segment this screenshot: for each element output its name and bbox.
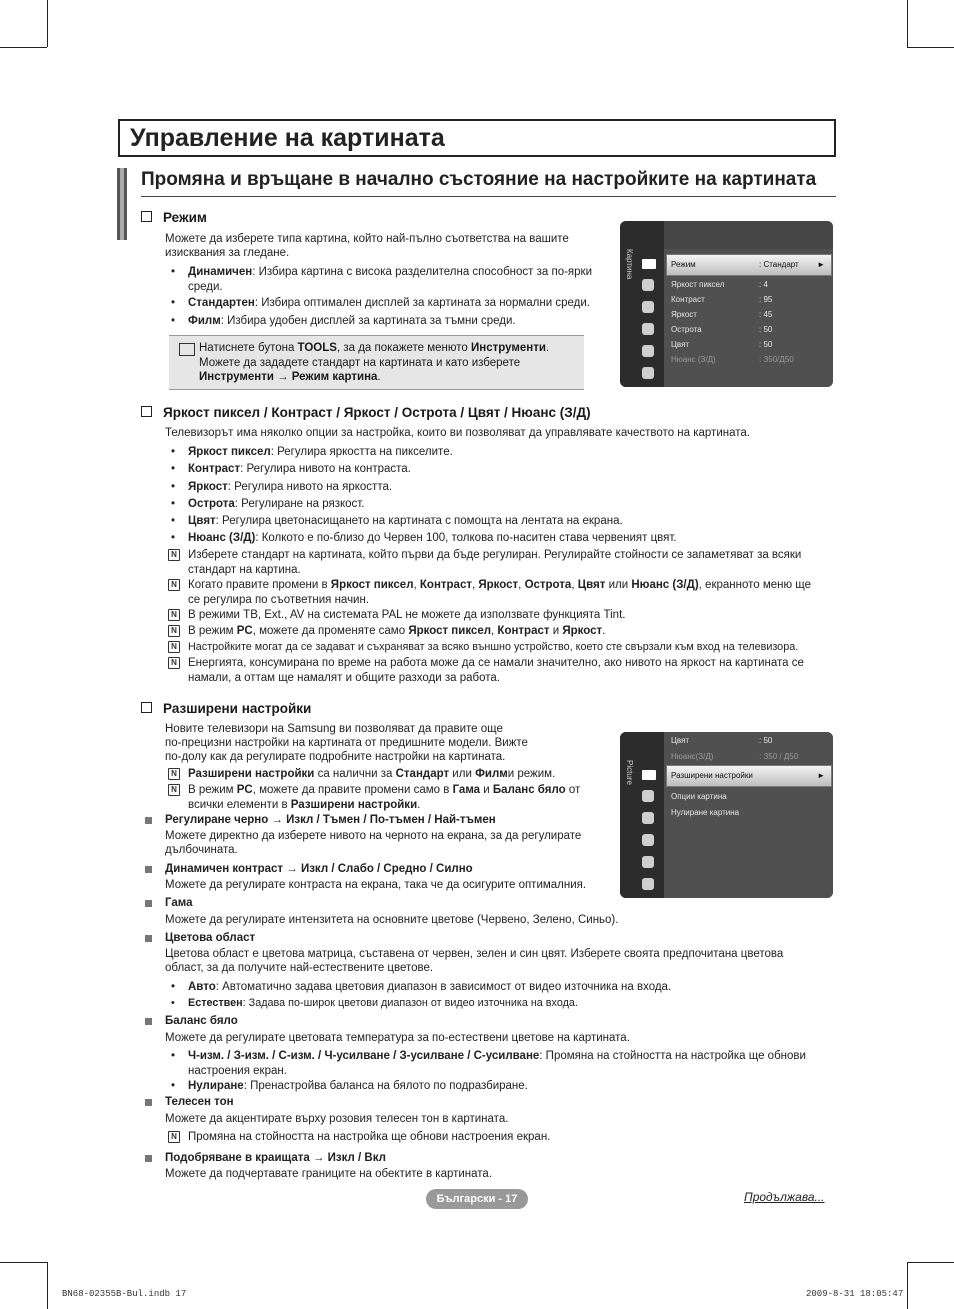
item-desc: Можете да акцентирате върху розовия телесен тон в картината. [165,1113,509,1125]
brightness-bullet: • Цвят: Регулира цветонасищането на картината с помощта на лентата на екрана. [188,514,623,529]
crop-mark [907,47,954,48]
menu-icons [638,770,658,898]
note-icon: N [168,657,180,669]
input-icon[interactable] [642,345,654,357]
continue-link[interactable]: Продължава... [744,1190,825,1204]
note-icon: N [168,1131,180,1143]
menu-row[interactable]: Нулиране картина [671,808,740,817]
item-desc: Можете да регулирате цветовата температура за по-естествени цветове на картината. [165,1032,630,1044]
menu-row[interactable]: Цвят : 50 [671,340,773,349]
crop-mark [907,0,908,47]
brightness-heading: Яркост пиксел / Контраст / Яркост / Острота / Цвят / Нюанс (З/Д) [141,404,591,422]
menu-row[interactable]: Цвят : 50 [671,736,773,745]
note-icon: N [168,625,180,637]
brightness-bullet: • Контраст: Регулира нивото на контраста. [188,462,411,477]
note-icon: N [168,579,180,591]
picture-icon[interactable] [642,770,656,780]
menu-row[interactable]: Нюанс(З/Д) : З50 / Д50 [671,752,799,761]
menu-topbar [664,221,833,249]
menu-row[interactable]: Опции картина [671,792,727,801]
wb-bullet: • Нулиране: Пренастройва баланса на бялото по подразбиране. [188,1079,528,1094]
note-icon: N [168,549,180,561]
item-desc: Можете директно да изберете нивото на черното на екрана, за да регулирате [165,830,582,842]
note: N В режими ТВ, Ext., AV на системата PAL не можете да използвате функцията Tint. [188,608,625,623]
tv-menu-advanced [620,732,833,898]
tv-menu-picture [620,221,833,387]
mode-desc-1: Можете да изберете типа картина, който най-пълно съответства на вашите [165,233,569,245]
application-icon[interactable] [642,878,654,890]
brightness-bullet: • Нюанс (З/Д): Колкото е по-близо до Червен 100, толкова по-наситен става червеният цвят. [188,531,677,546]
section-divider [141,196,836,197]
picture-icon[interactable] [642,259,656,269]
note-icon: N [168,609,180,621]
crop-mark [47,1262,48,1309]
note-icon: N [168,641,180,653]
setup-icon[interactable] [642,834,654,846]
item-gamma: Гама [165,897,193,909]
channel-icon[interactable] [642,301,654,313]
item-desc: Можете да регулирате интензитета на основните цветове (Червено, Зелено, Синьо). [165,914,619,926]
item-desc: Цветова област е цветова матрица, съставена от червен, зелен и син цвят. Изберете своята предпочитана цветова [165,948,784,960]
item-desc: област, за да получите най-естествените цветове. [165,962,434,974]
menu-side-label: Картина [625,249,634,280]
channel-icon[interactable] [642,812,654,824]
mode-bullet: • Филм: Избира удобен дисплей за картината за тъмни среди. [188,314,516,329]
menu-icons [638,259,658,387]
sound-icon[interactable] [642,279,654,291]
brightness-bullet: • Острота: Регулиране на рязкост. [188,497,364,512]
input-icon[interactable] [642,856,654,868]
item-desc: Можете да подчертавате границите на обектите в картината. [165,1168,493,1180]
brightness-desc: Телевизорът има няколко опции за настройка, които ви позволяват да управлявате качеството на картината. [165,427,750,439]
brightness-bullet: • Яркост пиксел: Регулира яркостта на пикселите. [188,445,453,460]
menu-side-label: Picture [625,760,634,785]
color-bullet: • Авто: Автоматично задава цветовия диапазон в зависимост от видео източника на входа. [188,980,671,995]
tools-tip-text: Натиснете бутона TOOLS, за да покажете менюто Инструменти. Можете да зададете стандарт на картината и като изберете Инструменти → Режим картина. [199,342,550,383]
item-desc: Можете да регулирате контраста на екрана, така че да осигурите оптималния. [165,879,587,891]
arrow-right-icon: ► [817,260,825,269]
mode-desc-2: изисквания за гледане. [165,247,290,259]
advanced-heading: Разширени настройки [141,700,311,718]
item-edge-enhancement: Подобряване в краищата → Изкл / Вкл [165,1152,386,1164]
crop-mark [0,1262,47,1263]
checkbox-icon [141,702,152,713]
color-bullet: • Естествен: Задава по-широк цветови диапазон от видео източника на входа. [188,996,578,1011]
page-title: Управление на картината [130,124,445,152]
advanced-desc: по-прецизни настройки на картината от предишните модели. Вижте [165,737,528,749]
application-icon[interactable] [642,367,654,379]
brightness-bullet: • Яркост: Регулира нивото на яркостта. [188,480,392,495]
tools-tip-box [169,335,584,390]
crop-mark [907,1262,908,1309]
note: N Енергията, консумирана по време на работа може да се намали значително, ако нивото на яркост на картината се намали, а оттам ще намалят и общите разходи за работа. [188,656,833,685]
mode-bullet: • Стандартен: Избира оптимален дисплей за картината за нормални среди. [188,296,590,311]
section-bar-inner [120,168,124,240]
arrow-right-icon: ► [817,771,825,780]
item-color-space: Цветова област [165,932,256,944]
crop-mark [0,47,47,48]
menu-row[interactable]: Острота : 50 [671,325,773,334]
item-white-balance: Баланс бяло [165,1015,238,1027]
mode-bullet: • Динамичен: Избира картина с висока разделителна способност за по-ярки среди. [188,265,608,294]
note: N Изберете стандарт на картината, който първи да бъде регулиран. Регулирайте стойности се запаметяват за всяки стандарт на картина. [188,548,833,577]
page-title-box [118,119,836,157]
menu-highlight-mode[interactable]: Режим : Стандарт ► [666,254,832,276]
note-icon: N [168,768,180,780]
note: N В режим PC, можете да променяте само Яркост пиксел, Контраст и Яркост. [188,624,605,639]
mode-heading: Режим [141,209,207,227]
advanced-desc: по-долу как да регулирате подробните настройки на картината. [165,751,506,763]
crop-mark [907,1262,954,1263]
note: N Разширени настройки са налични за Стандарт или Филми режим. [188,767,555,782]
section-title: Промяна и връщане в начално състояние на настройките на картината [141,169,817,190]
menu-row[interactable]: Нюанс (З/Д) : З50/Д50 [671,355,794,364]
footer-file: BN68-02355B-Bul.indb 17 [62,1289,187,1299]
item-dynamic-contrast: Динамичен контраст → Изкл / Слабо / Средно / Силно [165,863,473,875]
item-skin-tone: Телесен тон [165,1096,234,1108]
wb-bullet: • Ч-изм. / З-изм. / С-изм. / Ч-усилване / З-усилване / С-усилване: Промяна на стойността на настройка ще обнови настроения екран. [188,1049,833,1078]
footer-date: 2009-8-31 18:05:47 [806,1289,904,1299]
menu-row[interactable]: Яркост пиксел : 4 [671,280,768,289]
crop-mark [47,0,48,47]
item-black-adjust: Регулиране черно → Изкл / Тъмен / По-тъмен / Най-тъмен [165,814,496,826]
note: N Когато правите промени в Яркост пиксел, Контраст, Яркост, Острота, Цвят или Нюанс (З/Д), екранното меню ще се регулира по съответния начин. [188,578,833,607]
menu-row[interactable]: Яркост : 45 [671,310,773,319]
item-desc: дълбочината. [165,844,238,856]
note-icon: N [168,784,180,796]
setup-icon[interactable] [642,323,654,335]
note: N В режим PC, можете да правите промени само в Гама и Баланс бяло от всички елементи в Разширени настройки. [188,783,608,812]
note: N Промяна на стойността на настройка ще обнови настроения екран. [188,1130,550,1145]
menu-highlight-advanced[interactable]: Разширени настройки ► [666,765,832,787]
menu-row[interactable]: Контраст : 95 [671,295,773,304]
sound-icon[interactable] [642,790,654,802]
advanced-desc: Новите телевизори на Samsung ви позволяват да правите още [165,723,503,735]
remote-tools-icon [179,343,195,356]
note: N Настройките могат да се задават и съхраняват за всяко външно устройство, което сте свързали към вход на телевизора. [188,640,798,655]
checkbox-icon [141,406,152,417]
checkbox-icon [141,211,152,222]
page-number-badge: Български - 17 [426,1189,528,1209]
